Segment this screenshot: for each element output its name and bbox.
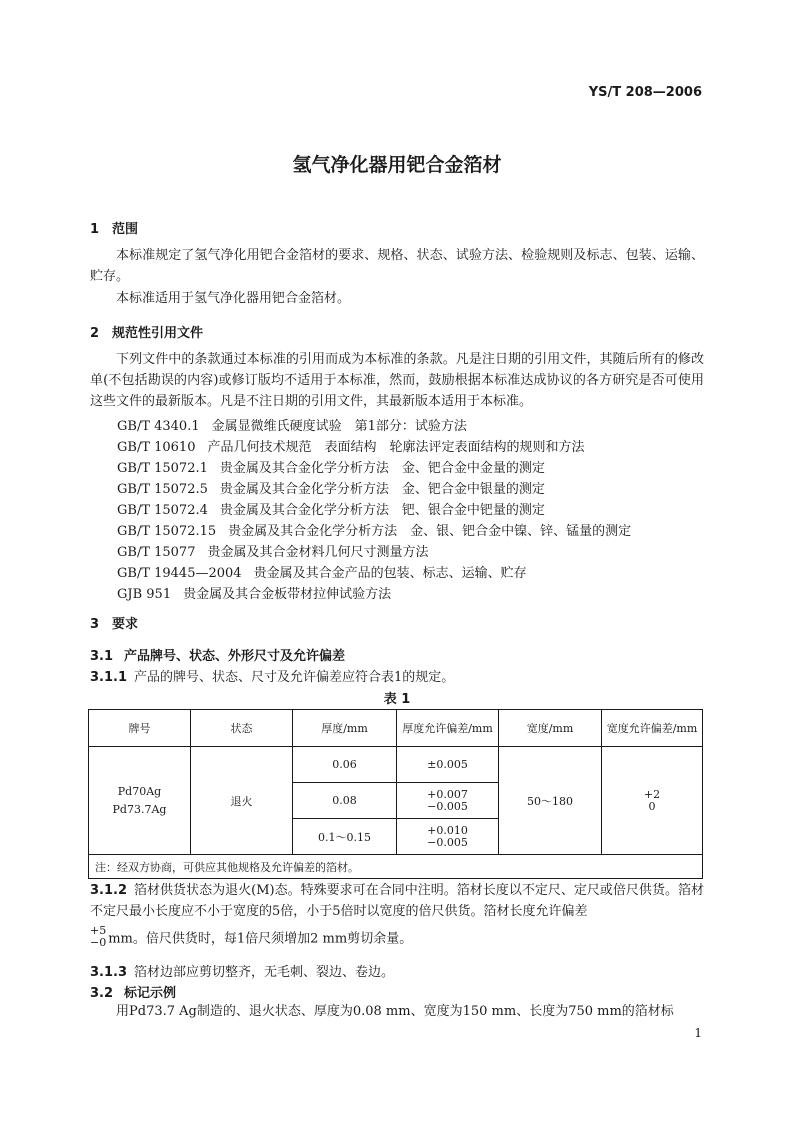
clause-number: 3.1: [90, 649, 114, 664]
tol-upper: +5: [90, 924, 107, 937]
thickness-tol-cell: [397, 819, 499, 855]
reference-title: 贵金属及其合金化学分析方法 金、银、钯合金中镍、锌、锰量的测定: [228, 524, 632, 539]
document-title: 氢气净化器用钯合金箔材: [292, 154, 502, 176]
table-header: 状态: [191, 710, 293, 747]
section-1-para-2: 本标准适用于氢气净化器用钯合金箔材。: [116, 291, 351, 306]
reference-code: GB/T 15072.1: [117, 461, 208, 476]
clause-text: 产品的牌号、状态、尺寸及允许偏差应符合表1的规定。: [134, 670, 455, 685]
reference-code: GB/T 19445—2004: [117, 566, 242, 581]
reference-item: [117, 457, 545, 476]
clause-number: 3.2: [90, 986, 114, 1001]
table-caption: 表 1: [383, 692, 411, 707]
width-tol-lower: 0: [648, 799, 656, 813]
standard-code: YS/T 208—2006: [588, 85, 702, 100]
tol-upper: +0.007: [427, 787, 468, 801]
thickness-cell: 0.1～0.15: [293, 819, 397, 855]
clause-number: 3.1.2: [90, 883, 128, 898]
section-1-para-1: 本标准规定了氢气净化用钯合金箔材的要求、规格、状态、试验方法、检验规则及标志、包装、运输、贮存。: [90, 248, 704, 284]
reference-title: 贵金属及其合金板带材拉伸试验方法: [183, 587, 392, 602]
section-title: 规范性引用文件: [112, 326, 204, 341]
reference-code: GJB 951: [117, 587, 172, 602]
reference-title: 贵金属及其合金化学分析方法 金、钯合金中金量的测定: [219, 461, 545, 476]
grade-cell: [89, 747, 191, 855]
reference-title: 贵金属及其合金材料几何尺寸测量方法: [207, 545, 429, 560]
reference-item: [117, 436, 585, 455]
clause-3-1-3: [90, 961, 394, 980]
table-header: 牌号: [89, 710, 191, 747]
section-3-heading: [90, 613, 138, 632]
reference-item: [117, 583, 391, 602]
grade-value: Pd70Ag: [117, 784, 162, 798]
clause-3-1-2-tolerance-line: [90, 925, 412, 949]
clause-3-1-heading: [90, 645, 345, 664]
reference-code: GB/T 15072.15: [117, 524, 217, 539]
section-number: 3: [90, 617, 100, 632]
state-cell: 退火: [191, 747, 293, 855]
table-note-row: [89, 855, 703, 879]
table-header: 厚度/mm: [293, 710, 397, 747]
clause-text: 箔材边部应剪切整齐，无毛刺、裂边、卷边。: [134, 965, 395, 980]
clause-3-1-2: [90, 880, 704, 922]
table-header: 宽度/mm: [499, 710, 602, 747]
section-2-heading: [90, 322, 203, 341]
table-note: 注：经双方协商，可供应其他规格及允许偏差的箔材。: [89, 855, 703, 879]
section-title: 要求: [112, 617, 139, 632]
tol-lower: −0.005: [427, 799, 468, 813]
reference-item: [117, 541, 429, 560]
reference-item: [117, 415, 467, 434]
reference-item: [117, 562, 527, 581]
width-cell: 50～180: [499, 747, 602, 855]
clause-number: 3.1.1: [90, 670, 128, 685]
table-row: [89, 747, 703, 783]
section-number: 1: [90, 222, 100, 237]
section-number: 2: [90, 326, 100, 341]
tol-value: ±0.005: [427, 758, 468, 771]
clause-number: 3.1.3: [90, 965, 128, 980]
reference-code: GB/T 4340.1: [117, 419, 200, 434]
table-header: 厚度允许偏差/mm: [397, 710, 499, 747]
clause-title: 标记示例: [124, 986, 177, 1001]
length-tolerance: [90, 925, 106, 949]
section-1-heading: [90, 218, 138, 237]
thickness-tol-cell: [397, 747, 499, 783]
section-2-para: 下列文件中的条款通过本标准的引用而成为本标准的条款。凡是注日期的引用文件，其随后所有的修改单(不包括勘误的内容)或修订版均不适用于本标准，然而，鼓励根据本标准达成协议的各方研究是否可使用这些文件的最新版本。凡是不注日期的引用文件，其最新版本适用于本标准。: [90, 352, 704, 409]
reference-code: GB/T 10610: [117, 440, 196, 455]
reference-item: [117, 478, 545, 497]
reference-code: GB/T 15072.5: [117, 482, 208, 497]
table-header: 宽度允许偏差/mm: [602, 710, 703, 747]
grade-value: Pd73.7Ag: [112, 802, 167, 816]
clause-title: 产品牌号、状态、外形尺寸及允许偏差: [124, 649, 346, 664]
reference-title: 贵金属及其合金化学分析方法 钯、银合金中钯量的测定: [219, 503, 545, 518]
thickness-cell: 0.06: [293, 747, 397, 783]
reference-code: GB/T 15072.4: [117, 503, 208, 518]
width-tol-cell: [602, 747, 703, 855]
reference-title: 贵金属及其合金产品的包装、标志、运输、贮存: [253, 566, 527, 581]
tol-lower: −0.005: [427, 835, 468, 849]
reference-item: [117, 520, 631, 539]
table-header-row: [89, 710, 703, 747]
spec-table: [88, 709, 703, 879]
clause-text: 箔材供货状态为退火(M)态。特殊要求可在合同中注明。箔材长度以不定尺、定尺或倍尺供货。箔材不定尺最小长度应不小于宽度的5倍，小于5倍时以宽度的倍尺供货。箔材长度允许偏差: [90, 883, 704, 919]
tol-lower: −0: [90, 936, 107, 949]
reference-item: [117, 499, 545, 518]
clause-3-1-1: [90, 666, 454, 685]
clause-text: mm。倍尺供货时，每1倍尺须增加2 mm剪切余量。: [108, 931, 413, 947]
clause-3-2-text: 用Pd73.7 Ag制造的、退火状态、厚度为0.08 mm、宽度为150 mm、长度为750 mm的箔材标: [116, 1004, 674, 1019]
thickness-cell: 0.08: [293, 783, 397, 819]
tol-upper: +0.010: [427, 823, 468, 837]
section-title: 范围: [112, 222, 139, 237]
reference-title: 产品几何技术规范 表面结构 轮廓法评定表面结构的规则和方法: [207, 440, 585, 455]
width-tol-upper: +2: [643, 787, 661, 801]
reference-title: 金属显微维氏硬度试验 第1部分：试验方法: [211, 419, 467, 434]
clause-3-2-heading: [90, 982, 176, 1001]
reference-title: 贵金属及其合金化学分析方法 金、钯合金中银量的测定: [219, 482, 545, 497]
reference-code: GB/T 15077: [117, 545, 196, 560]
page-number: 1: [694, 1026, 702, 1040]
thickness-tol-cell: [397, 783, 499, 819]
